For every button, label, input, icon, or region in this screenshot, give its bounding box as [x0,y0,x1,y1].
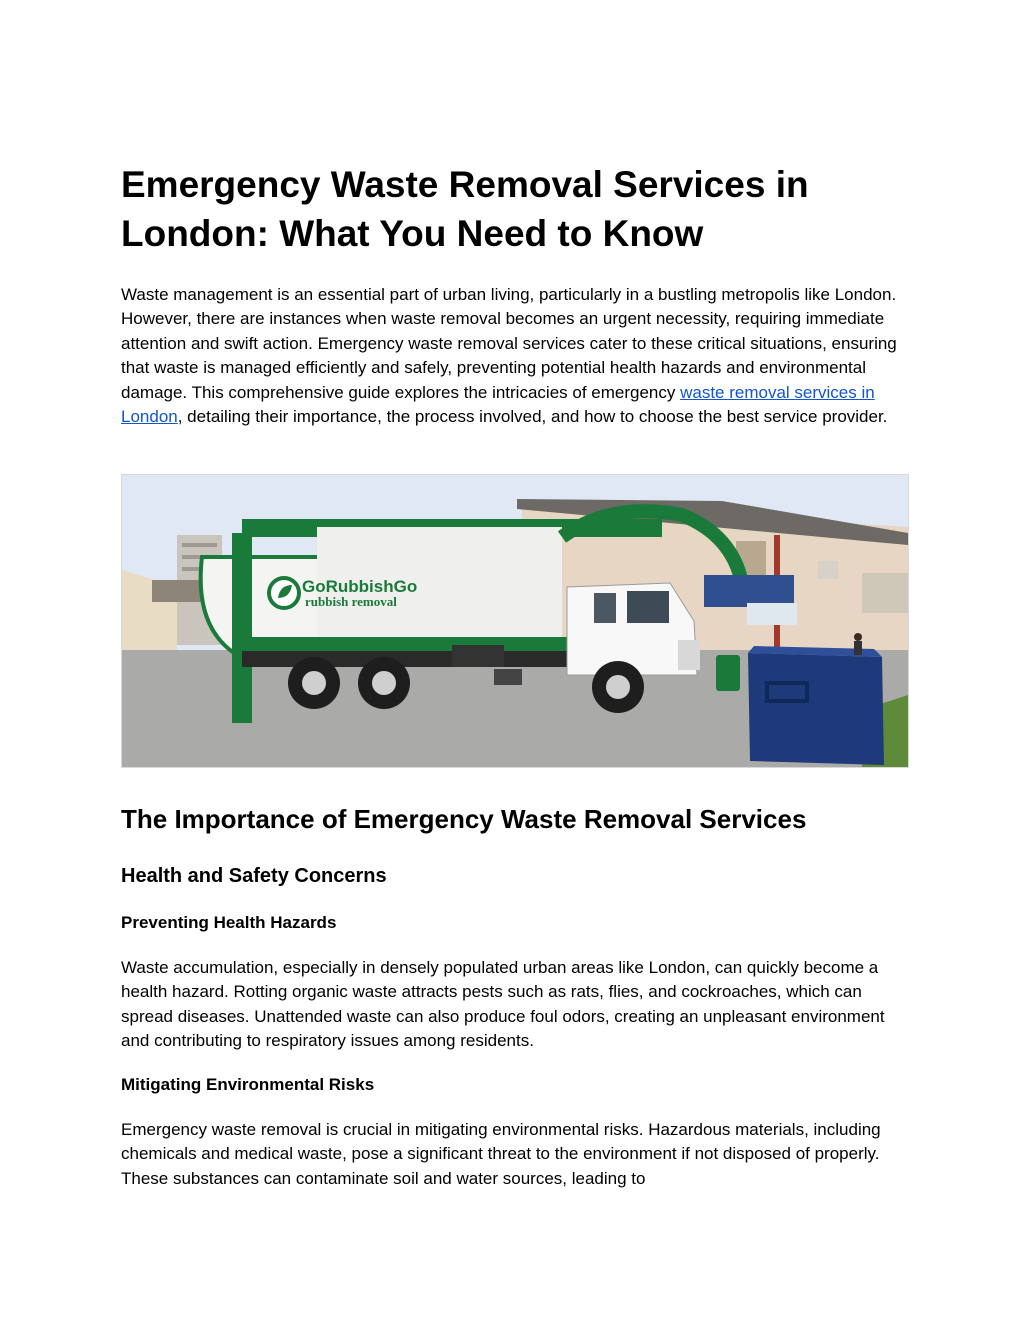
section-heading: The Importance of Emergency Waste Removal Services [121,804,807,834]
article-title [121,160,911,258]
person [854,633,862,641]
subsection-heading: Health and Safety Concerns [121,865,387,887]
topic-paragraph-environmental-risks: Emergency waste removal is crucial in mitigating environmental risks. Hazardous materials, including chemicals and medical waste, pose a significant threat to the environment if not disposed of properly. These substances can contaminate soil and water sources, leading to [121,1120,881,1188]
gorubbishgo-logo [269,577,417,609]
intro-text-after-link: , detailing their importance, the process involved, and how to choose the best service provider. [177,407,888,427]
article-title-line2: London: What You Need to Know [121,213,704,254]
blue-dumpster [748,646,884,765]
topic-heading-health-hazards: Preventing Health Hazards [121,913,337,932]
garbage-truck-illustration [122,475,908,767]
green-bin [716,655,740,691]
waste-removal-services-link[interactable]: waste removal services in London [121,382,875,427]
hero-image-garbage-truck [121,474,909,768]
intro-text-before-link: Waste management is an essential part of urban living, particularly in a bustling metropolis like London. However, there are instances when waste removal becomes an urgent necessity, requiring immediate attention and swift action. Emergency waste removal services cater to these critical situations, ensuring that waste is managed efficiently and safely, preventing potential health hazards and environmental damage. This comprehensive guide explores the intricacies of emergency [121,285,897,402]
logo-line1: GoRubbishGo [302,577,418,596]
topic-paragraph-health-hazards: Waste accumulation, especially in densely populated urban areas like London, can quickly become a health hazard. Rotting organic waste attracts pests such as rats, flies, and cockroaches, which can spread diseases. Unattended waste can also produce foul odors, creating an unpleasant environment and contributing to respiratory issues among residents. [121,958,885,1051]
topic-heading-environmental-risks: Mitigating Environmental Risks [121,1075,375,1094]
logo-line2: rubbish removal [305,594,397,609]
intro-paragraph [121,283,901,429]
article-title-line1: Emergency Waste Removal Services in [121,164,809,205]
